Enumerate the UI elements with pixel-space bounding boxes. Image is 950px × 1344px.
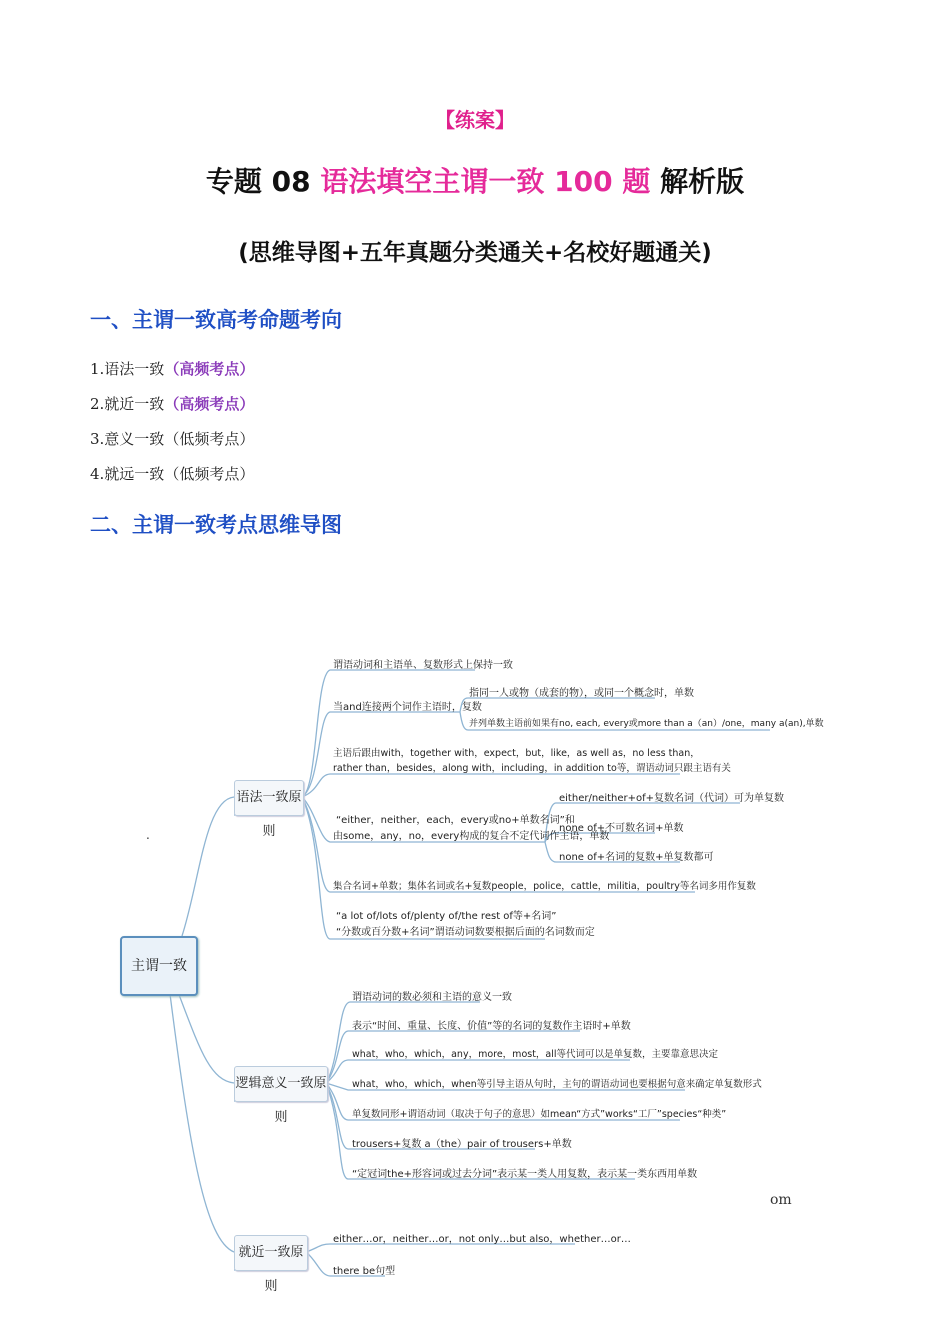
leaf-l6: trousers+复数 a（the）pair of trousers+单数 [352, 1139, 572, 1150]
item-note: （高频考点） [164, 395, 255, 413]
list-item [90, 428, 254, 449]
leaf-g2a: 指同一人或物（成套的物），或同一个概念时，单数 [469, 688, 694, 699]
branch-label: 语法一致原则 [236, 790, 302, 839]
leaf-g5: 集合名词+单数；集体名词或名+复数people，police，cattle，militia，poultry等名词多用作复数 [333, 881, 756, 892]
leaf-p2: there be句型 [333, 1266, 396, 1277]
item-text: 2.就近一致 [90, 395, 165, 413]
item-note: （低频考点） [164, 465, 255, 483]
leaf-g4d: none of+不可数名词+单数 [559, 823, 684, 834]
branch-label: 就近一致原则 [238, 1245, 304, 1294]
page-title [0, 160, 950, 200]
title-suffix: 解析版 [650, 165, 745, 198]
list-item [90, 393, 254, 414]
leaf-g2: 当and连接两个词作主语时，复数 [333, 702, 482, 713]
branch-grammar [234, 780, 304, 839]
leaf-g4e: none of+名词的复数+单复数都可 [559, 852, 714, 863]
leaf-g4c: either/neither+of+复数名词（代词）可为单复数 [559, 793, 785, 804]
root-label: 主谓一致 [131, 958, 187, 974]
list-item [90, 358, 254, 379]
leaf-l5: 单复数同形+谓语动词（取决于句子的意思）如mean“方式”works“工厂”species“种类” [352, 1109, 727, 1120]
branch-proximity [234, 1235, 308, 1294]
section2-heading: 二、主谓一致考点思维导图 [90, 513, 342, 537]
leaf-g3b: rather than，besides，along with，including，in addition to等，谓语动词只跟主语有关 [333, 763, 731, 774]
page-subtitle: (思维导图+五年真题分类通关+名校好题通关) [238, 240, 712, 266]
title-prefix: 专题 08 [205, 165, 321, 198]
leaf-g2b: 并列单数主语前如果有no, each, every或more than a（an）/one，many a(an),单数 [469, 719, 824, 729]
exercise-tag: 【练案】 [435, 108, 515, 132]
leaf-g6b: “分数或百分数+名词”谓语动词数要根据后面的名词数而定 [336, 927, 595, 938]
stray-fragment: om [770, 1192, 792, 1208]
leaf-g3a: 主语后跟由with，together with，expect，but，like，as well as，no less than， [333, 748, 700, 759]
leaf-l7: “定冠词the+形容词或过去分词”表示某一类人用复数，表示某一类东西用单数 [352, 1169, 698, 1180]
item-text: 1.语法一致 [90, 360, 165, 378]
item-note: （高频考点） [164, 360, 255, 378]
branch-label: 逻辑意义一致原则 [235, 1076, 327, 1125]
leaf-g1: 谓语动词和主语单、复数形式上保持一致 [333, 660, 513, 671]
item-note: （低频考点） [164, 430, 255, 448]
title-highlight: 语法填空主谓一致 100 题 [320, 165, 651, 198]
mindmap-root [120, 936, 198, 996]
leaf-g6a: “a lot of/lots of/plenty of/the rest of等+名词” [336, 911, 557, 922]
leaf-p1: either…or，neither…or，not only…but also，whether…or… [333, 1234, 631, 1245]
item-text: 4.就远一致 [90, 465, 165, 483]
leaf-l2: 表示“时间、重量、长度、价值”等的名词的复数作主语时+单数 [352, 1021, 631, 1032]
list-item [90, 463, 254, 484]
section1-heading: 一、主谓一致高考命题考向 [90, 308, 342, 332]
leaf-g4b: 由some，any，no，every构成的复合不定代词作主语，单数 [333, 831, 610, 842]
leaf-g4a: “either，neither，each，every或no+单数名词”和 [336, 815, 575, 826]
leaf-l1: 谓语动词的数必须和主语的意义一致 [352, 992, 512, 1003]
leaf-l3: what，who，which，any，more，most，all等代词可以是单复数，主要靠意思决定 [352, 1049, 719, 1060]
branch-logic [234, 1066, 328, 1125]
leaf-l4: what，who，which，when等引导主语从句时，主句的谓语动词也要根据句意来确定单复数形式 [352, 1079, 762, 1090]
item-text: 3.意义一致 [90, 430, 165, 448]
stray-dot: . [146, 828, 150, 842]
